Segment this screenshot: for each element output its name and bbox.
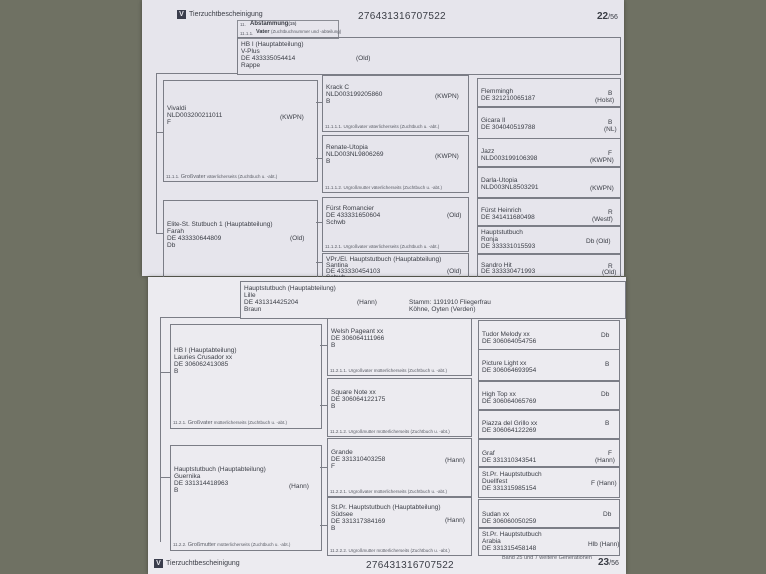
sire-id: DE 433335054414 bbox=[241, 55, 296, 62]
g3-sex: B bbox=[326, 98, 331, 105]
mg3-label: 11.2.2.1. Urgroßvater mütterlicherseits (Zuchtbuch u. -abt.) bbox=[330, 489, 447, 494]
g4-sex: B bbox=[608, 90, 613, 97]
g4-association: (Old) bbox=[602, 269, 617, 276]
granddam-name: Farah bbox=[167, 228, 184, 235]
g3-association: (KWPN) bbox=[435, 153, 459, 160]
mg4-box-3 bbox=[478, 381, 620, 411]
mg4-association: F (Hann) bbox=[591, 480, 617, 487]
g4-association: (KWPN) bbox=[590, 185, 614, 192]
connector bbox=[156, 73, 157, 233]
granddam-association: (Old) bbox=[290, 235, 305, 242]
mg3-box-3 bbox=[327, 438, 472, 497]
connector bbox=[156, 132, 163, 133]
mg4-id: Arabia bbox=[482, 538, 501, 545]
footer-title: Tierzuchtbescheinigung bbox=[166, 560, 240, 567]
g3-label: 11.1.2.1. Urgroßvater väterlicherseits (Zuchtbuch u. -abt.) bbox=[325, 244, 440, 249]
dam-association: (Hann) bbox=[357, 299, 377, 306]
mg4-box-8 bbox=[478, 527, 620, 556]
g3-box-4 bbox=[322, 253, 469, 277]
mg4-sex: Db bbox=[601, 391, 610, 398]
g4-sex: R bbox=[608, 263, 613, 270]
g4-sex: F bbox=[608, 150, 612, 157]
g3-association: (KWPN) bbox=[435, 93, 459, 100]
mg3-association: (Hann) bbox=[445, 517, 465, 524]
sire-association: (Old) bbox=[356, 55, 371, 62]
g3-label: 11.1.1.2. Urgroßmutter väterlicherseits (Zuchtbuch u. -abt.) bbox=[325, 185, 442, 190]
mg3-id: DE 306064122175 bbox=[331, 396, 386, 403]
mg4-dob: DE 331315985154 bbox=[482, 485, 537, 492]
mg3-label: 11.2.2.2. Urgroßmutter mütterlicherseits (Zuchtbuch u. -abt.) bbox=[330, 548, 450, 553]
mg3-association: (Hann) bbox=[445, 457, 465, 464]
g4-name: Sandro Hit bbox=[481, 262, 512, 269]
mgs-color: B bbox=[174, 368, 179, 375]
sire-name: V-Plus bbox=[241, 48, 260, 55]
g4-box-3 bbox=[477, 138, 621, 168]
mg4-id: DE 306064065769 bbox=[482, 398, 537, 405]
footer-page-number: 23/56 bbox=[598, 557, 619, 568]
sire-studbook: HB I (Hauptabteilung) bbox=[241, 41, 304, 48]
footer-certificate-number: 276431316707522 bbox=[366, 560, 454, 571]
mgd-color: B bbox=[174, 487, 179, 494]
g4-association: Db (Old) bbox=[586, 238, 611, 245]
g3-name: VPr./El. Hauptstutbuch (Hauptabteilung) bbox=[326, 256, 442, 263]
g3-box-2 bbox=[322, 135, 469, 193]
grandsire-sex: F bbox=[167, 119, 171, 126]
mg4-sex: Db bbox=[601, 332, 610, 339]
mg4-name: Sudan xx bbox=[482, 511, 510, 518]
g3-sex: Schwb bbox=[326, 219, 346, 226]
mgs-id: DE 306062413085 bbox=[174, 361, 229, 368]
g3-box-1 bbox=[322, 75, 469, 132]
abstammung-box: 11. Abstammung(15) 11.1.1. Vater (Zuchtbuchnummer und -abteilung) bbox=[237, 20, 339, 39]
page-footer bbox=[154, 559, 240, 568]
mg3-sex: F bbox=[331, 463, 335, 470]
mg3-box-2 bbox=[327, 378, 472, 437]
connector bbox=[160, 372, 170, 373]
g4-name: Jazz bbox=[481, 148, 495, 155]
footer-note: Band 25 und 7 weitere Generationen bbox=[502, 555, 592, 561]
mg4-sex: F bbox=[608, 450, 612, 457]
mg4-sex: B bbox=[605, 420, 610, 427]
g4-name: Gicara II bbox=[481, 117, 506, 124]
mg4-id: DE 331310343541 bbox=[482, 457, 537, 464]
granddam-box bbox=[163, 200, 318, 277]
mg3-color: B bbox=[331, 525, 336, 532]
maternal-granddam-box bbox=[170, 445, 322, 551]
mg4-id: DE 306060050259 bbox=[482, 518, 537, 525]
mg3-sex: B bbox=[331, 403, 336, 410]
mg4-box-1 bbox=[478, 320, 620, 350]
g3-name: Renate-Utopia bbox=[326, 144, 368, 151]
maternal-grandsire-box bbox=[170, 324, 322, 429]
connector bbox=[320, 345, 327, 346]
g3-association: (Old) bbox=[447, 212, 462, 219]
mg4-box-5 bbox=[478, 439, 620, 468]
g4-box-7 bbox=[477, 254, 621, 277]
mg3-box-4 bbox=[327, 497, 472, 556]
g3-sex: B bbox=[326, 158, 331, 165]
page-number: 22/56 bbox=[597, 11, 618, 22]
connector bbox=[160, 317, 240, 318]
mg4-name: Piazza del Grillo xx bbox=[482, 420, 538, 427]
g3-id: DE 433331650604 bbox=[326, 212, 381, 219]
mg4-name: St.Pr. Hauptstutbuch bbox=[482, 471, 542, 478]
grandsire-name: Vivaldi bbox=[167, 105, 187, 112]
mg4-box-6 bbox=[478, 466, 620, 498]
sire-box bbox=[237, 37, 621, 75]
mg4-dob: DE 331315458148 bbox=[482, 545, 537, 552]
mg4-box-4 bbox=[478, 409, 620, 439]
g3-association: (Old) bbox=[447, 268, 462, 275]
sire-color: Rappe bbox=[241, 62, 261, 69]
dam-name: Lille bbox=[244, 292, 256, 299]
granddam-color: Db bbox=[167, 242, 176, 249]
g4-association: (NL) bbox=[604, 126, 617, 133]
mgd-association: (Hann) bbox=[289, 483, 309, 490]
g4-name: Hauptstutbuch bbox=[481, 229, 523, 236]
g4-association: (Westf) bbox=[592, 216, 613, 223]
connector bbox=[320, 467, 327, 468]
g4-sex: B bbox=[608, 119, 613, 126]
mg4-sex: Db bbox=[603, 511, 612, 518]
mgd-label: 11.2.2. Großmutter mütterlicherseits (Zuchtbuch u. -abt.) bbox=[173, 542, 291, 548]
g3-id: NLD003NL9806269 bbox=[326, 151, 384, 158]
connector bbox=[320, 405, 327, 406]
g4-id: Ronja bbox=[481, 236, 498, 243]
g4-association: (Holst) bbox=[595, 97, 615, 104]
certificate-number: 276431316707522 bbox=[358, 11, 446, 22]
page-header bbox=[177, 10, 263, 19]
mg4-sex: B bbox=[605, 361, 610, 368]
mg4-id: DE 306064693954 bbox=[482, 367, 537, 374]
g4-name: Fürst Heinrich bbox=[481, 207, 522, 214]
connector bbox=[320, 525, 327, 526]
mg3-sex: B bbox=[331, 342, 336, 349]
mg4-name: High Top xx bbox=[482, 391, 516, 398]
g4-box-4 bbox=[477, 166, 621, 198]
g4-id: NLD003NL8503291 bbox=[481, 184, 539, 191]
g4-box-1 bbox=[477, 78, 621, 108]
mg4-box-7 bbox=[478, 499, 620, 529]
g4-id: DE 304040519788 bbox=[481, 124, 536, 131]
dam-box bbox=[240, 281, 626, 319]
mg3-id: DE 306064111966 bbox=[331, 335, 385, 342]
dam-breeder: Köhne, Oyten (Verden) bbox=[409, 306, 476, 313]
mgs-studbook: HB I (Hauptabteilung) bbox=[174, 347, 237, 354]
mg4-id: Duellfest bbox=[482, 478, 508, 485]
mg4-name: Picture Light xx bbox=[482, 360, 527, 367]
grandsire-association: (KWPN) bbox=[280, 114, 304, 121]
mg4-name: Graf bbox=[482, 450, 495, 457]
g4-name: Darla-Utopia bbox=[481, 177, 518, 184]
mg3-box-1 bbox=[327, 318, 472, 376]
granddam-id: DE 433330644809 bbox=[167, 235, 222, 242]
g3-label: 11.1.1.1. Urgroßvater väterlicherseits (Zuchtbuch u. -abt.) bbox=[325, 124, 440, 129]
g4-name: Flemmingh bbox=[481, 88, 514, 95]
granddam-studbook: Elite-St. Stutbuch 1 (Hauptabteilung) bbox=[167, 221, 273, 228]
g4-id: DE 341411680498 bbox=[481, 214, 535, 221]
g4-box-2 bbox=[477, 106, 621, 139]
mg4-association: Hlb (Hann) bbox=[588, 541, 620, 548]
g3-name: Fürst Romancier bbox=[326, 205, 375, 212]
mg3-label: 11.2.1.2. Urgroßmutter mütterlicherseits (Zuchtbuch u. -abt.) bbox=[330, 429, 450, 434]
mgs-name: Lauries Crusador xx bbox=[174, 354, 233, 361]
g3-id: Santina bbox=[326, 262, 349, 269]
g4-sex: DE 333331015593 bbox=[481, 243, 536, 250]
mg3-dob: DE 331317384169 bbox=[331, 518, 386, 525]
dam-studbook: Hauptstutbuch (Hauptabteilung) bbox=[244, 285, 336, 292]
g4-box-6 bbox=[477, 225, 621, 254]
dam-id: DE 431314425204 bbox=[244, 299, 299, 306]
mg3-name: Square Note xx bbox=[331, 389, 376, 396]
certificate-page-22 bbox=[142, 0, 624, 276]
dam-stamm: Stamm: 1191910 Fliegerfrau bbox=[409, 299, 491, 306]
grandsire-box bbox=[163, 80, 318, 182]
connector bbox=[156, 73, 237, 74]
mg4-association: (Hann) bbox=[595, 457, 615, 464]
dam-color: Braun bbox=[244, 306, 262, 313]
mgd-studbook: Hauptstutbuch (Hauptabteilung) bbox=[174, 466, 266, 473]
g4-sex: R bbox=[608, 209, 613, 216]
g4-id: DE 321210065187 bbox=[481, 95, 536, 102]
mg4-name: St.Pr. Hauptstutbuch bbox=[482, 531, 542, 538]
g3-id: NLD003199205860 bbox=[326, 91, 383, 98]
g4-id: DE 333330471993 bbox=[481, 268, 536, 275]
mgd-id: DE 331314418963 bbox=[174, 480, 229, 487]
mg4-id: DE 306064054756 bbox=[482, 338, 537, 345]
mg3-name: Welsh Pageant xx bbox=[331, 328, 384, 335]
vater-label: Vater (Zuchtbuchnummer und -abteilung) bbox=[256, 29, 342, 35]
g3-sex: DE 433330454103 bbox=[326, 268, 381, 275]
mgs-label: 11.2.1. Großvater mütterlicherseits (Zuchtbuch u. -abt.) bbox=[173, 420, 288, 426]
connector bbox=[156, 233, 163, 234]
grandsire-label: 11.1.1. Großvater väterlicherseits (Zuchtbuch u. -abt.) bbox=[166, 174, 278, 180]
mg4-box-2 bbox=[478, 349, 620, 381]
mg4-id: DE 306064122269 bbox=[482, 427, 537, 434]
mg3-name: St.Pr. Hauptstutbuch (Hauptabteilung) bbox=[331, 504, 441, 511]
g4-box-5 bbox=[477, 198, 621, 227]
mg3-label: 11.2.1.1. Urgroßvater mütterlicherseits (Zuchtbuch u. -abt.) bbox=[330, 368, 447, 373]
abstammung-label: Abstammung(15) bbox=[250, 21, 297, 27]
v-badge: V bbox=[154, 559, 163, 568]
connector bbox=[160, 477, 170, 478]
mg3-id: DE 331310403258 bbox=[331, 456, 386, 463]
connector bbox=[160, 317, 161, 542]
g4-id: NLD003199106398 bbox=[481, 155, 538, 162]
mgd-name: Guernika bbox=[174, 473, 201, 480]
grandsire-id: NLD003200211011 bbox=[167, 112, 223, 119]
g3-name: Krack C bbox=[326, 84, 350, 91]
certificate-page-23 bbox=[148, 277, 626, 574]
mg3-name: Grande bbox=[331, 449, 353, 456]
mg4-name: Tudor Melody xx bbox=[482, 331, 530, 338]
g4-association: (KWPN) bbox=[590, 157, 614, 164]
header-title: Tierzuchtbescheinigung bbox=[189, 11, 263, 18]
v-badge: V bbox=[177, 10, 186, 19]
mg3-id: Südsee bbox=[331, 511, 354, 518]
g3-box-3 bbox=[322, 197, 469, 252]
